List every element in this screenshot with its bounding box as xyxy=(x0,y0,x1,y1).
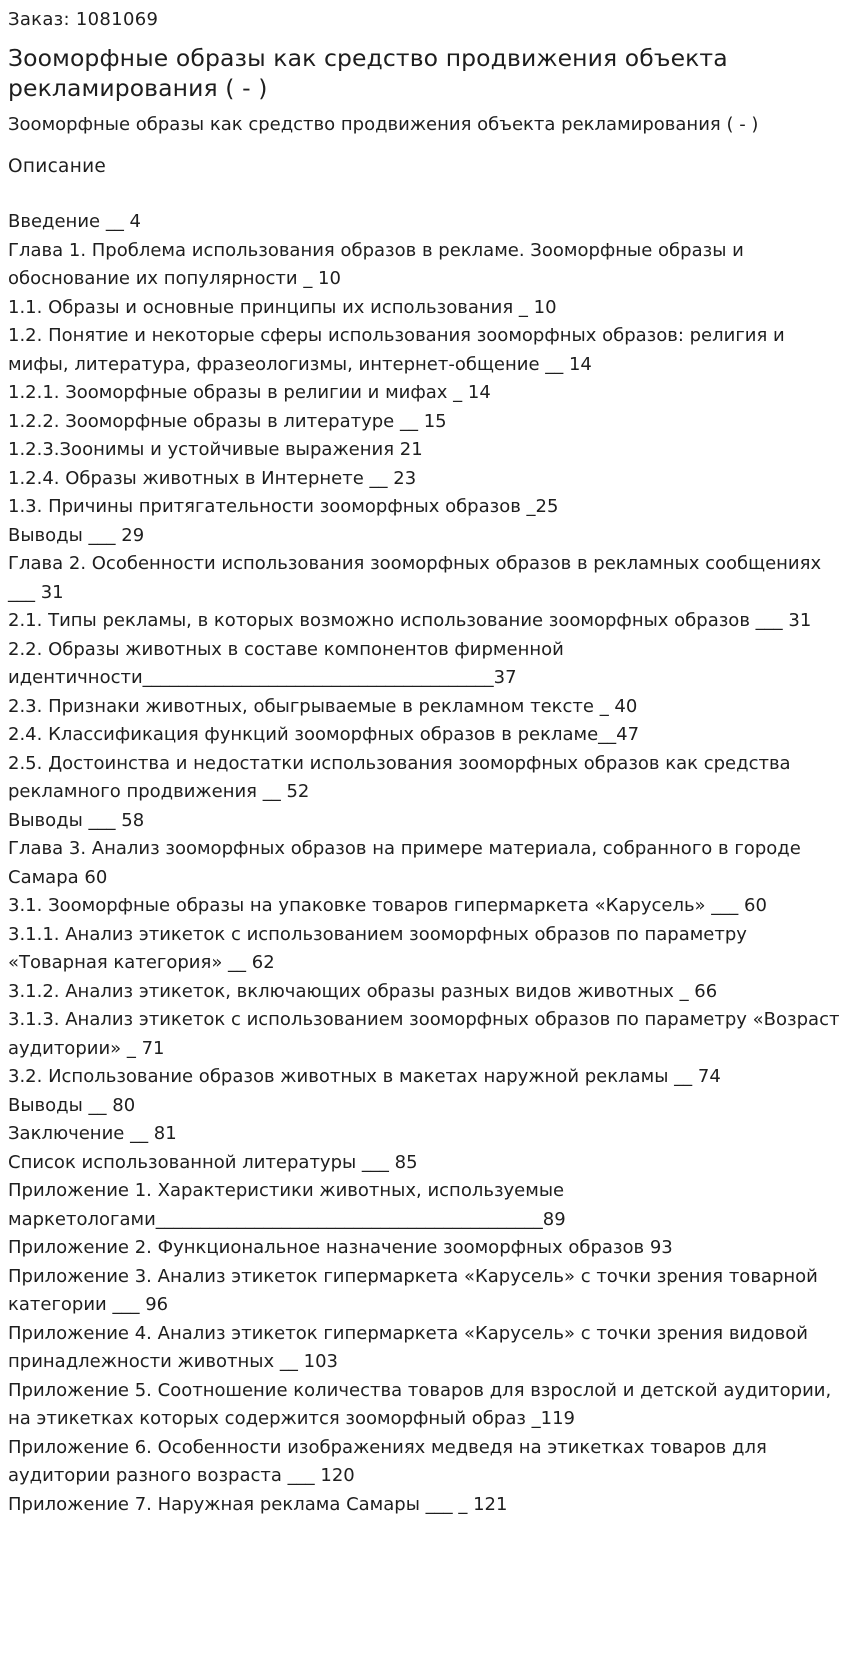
toc-entry: 2.4. Классификация функций зооморфных образов в рекламе__47 xyxy=(8,724,640,745)
toc-entry: 1.2.4. Образы животных в Интернете __ 23 xyxy=(8,467,417,489)
description-heading: Описание xyxy=(8,156,107,177)
toc-entry: 1.3. Причины притягательности зооморфных образов _25 xyxy=(8,496,559,517)
toc-entry: Выводы __ 80 xyxy=(8,1094,136,1116)
toc-entry: 2.3. Признаки животных, обыгрываемые в рекламном тексте _ 40 xyxy=(8,695,638,717)
toc-entry: Выводы ___ 58 xyxy=(8,809,145,831)
toc-entry: 1.1. Образы и основные принципы их использования _ 10 xyxy=(8,296,557,318)
toc-entry: 3.1.2. Анализ этикеток, включающих образы разных видов животных _ 66 xyxy=(8,980,718,1002)
toc-entry: 1.2.3.Зоонимы и устойчивые выражения 21 xyxy=(8,439,423,460)
page-title: Зооморфные образы как средство продвижения объекта рекламирования ( - ) xyxy=(8,44,728,102)
toc-entry: Приложение 7. Наружная реклама Самары ___ _ 121 xyxy=(8,1493,508,1515)
toc-entry: 3.1.3. Анализ этикеток с использованием зооморфных образов по параметру «Возраст аудитории» _ 71 xyxy=(8,1009,846,1059)
toc-entry: 1.2.2. Зооморфные образы в литературе __ 15 xyxy=(8,410,447,432)
toc-entry: Глава 3. Анализ зооморфных образов на примере материала, собранного в городе Самара 60 xyxy=(8,838,807,888)
toc-entry: 3.1. Зооморфные образы на упаковке товаров гипермаркета «Карусель» ___ 60 xyxy=(8,895,767,916)
order-number: Заказ: 1081069 xyxy=(8,9,159,30)
toc-entry: Введение __ 4 xyxy=(8,211,141,232)
toc-entry: Приложение 2. Функциональное назначение зооморфных образов 93 xyxy=(8,1237,673,1258)
toc-entry: Список использованной литературы ___ 85 xyxy=(8,1151,418,1173)
toc-entry: Заключение __ 81 xyxy=(8,1123,177,1144)
toc-entry: 1.2. Понятие и некоторые сферы использования зооморфных образов: религия и мифы, литература, фразеологизмы, интернет-общение __ 14 xyxy=(8,325,791,375)
page-subtitle: Зооморфные образы как средство продвижения объекта рекламирования ( - ) xyxy=(8,114,759,135)
table-of-contents xyxy=(8,208,846,1519)
toc-entry: Приложение 6. Особенности изображениях медведя на этикетках товаров для аудитории разного возраста ___ 120 xyxy=(8,1436,773,1486)
toc-entry: 3.1.1. Анализ этикеток с использованием зооморфных образов по параметру «Товарная категория» __ 62 xyxy=(8,923,753,973)
toc-entry: 2.5. Достоинства и недостатки использования зооморфных образов как средства рекламного продвижения __ 52 xyxy=(8,752,797,802)
toc-entry: Глава 2. Особенности использования зооморфных образов в рекламных сообщениях ___ 31 xyxy=(8,553,822,603)
toc-entry: 1.2.1. Зооморфные образы в религии и мифах _ 14 xyxy=(8,382,491,403)
toc-entry: Приложение 3. Анализ этикеток гипермаркета «Карусель» с точки зрения товарной категории ___ 96 xyxy=(8,1265,824,1315)
toc-entry: Приложение 1. Характеристики животных, используемые маркетологами___________________________________________89 xyxy=(8,1180,570,1230)
toc-entry: Глава 1. Проблема использования образов в рекламе. Зооморфные образы и обоснование их популярности _ 10 xyxy=(8,239,750,289)
toc-entry: 2.1. Типы рекламы, в которых возможно использование зооморфных образов ___ 31 xyxy=(8,610,812,631)
toc-entry: 3.2. Использование образов животных в макетах наружной рекламы __ 74 xyxy=(8,1066,721,1087)
toc-entry: Приложение 4. Анализ этикеток гипермаркета «Карусель» с точки зрения видовой принадлежности животных __ 103 xyxy=(8,1322,814,1372)
toc-entry: 2.2. Образы животных в составе компонентов фирменной идентичности_______________________________________37 xyxy=(8,638,570,688)
toc-entry: Приложение 5. Соотношение количества товаров для взрослой и детской аудитории, на этикетках которых содержится зооморфный образ _119 xyxy=(8,1379,837,1429)
toc-entry: Выводы ___ 29 xyxy=(8,524,145,546)
